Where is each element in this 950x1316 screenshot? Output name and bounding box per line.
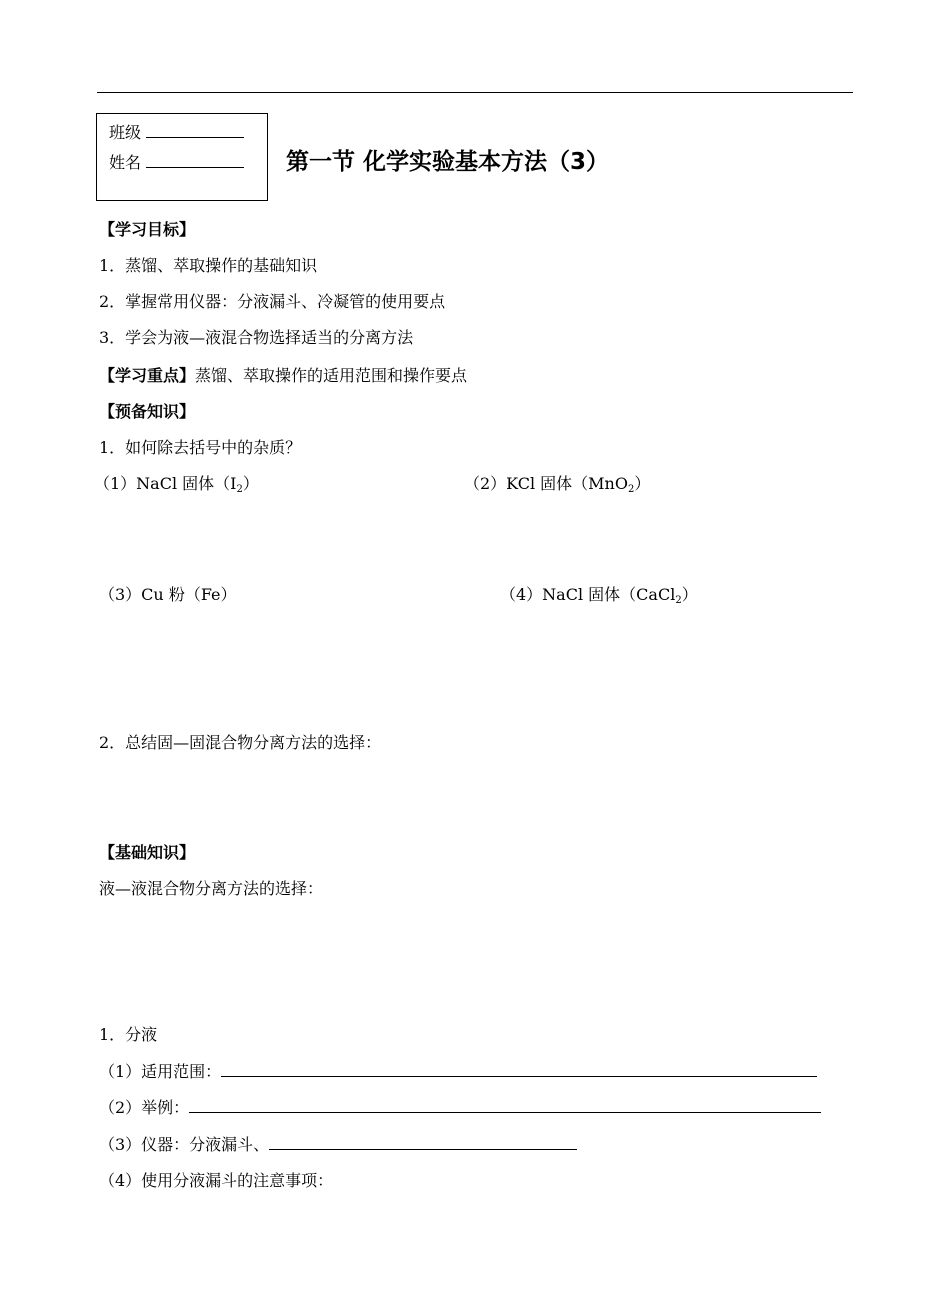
prep-question-1-3: （3）Cu 粉（Fe） xyxy=(99,585,237,604)
prep-question-1-1: （1）NaCl 固体$(I_2)$ xyxy=(94,474,259,495)
objective-item-2: 2．掌握常用仪器：分液漏斗、冷凝管的使用要点 xyxy=(99,292,446,311)
prep-question-1-2: （2）KCl 固体（MnO$_2$） xyxy=(464,474,651,495)
basics-heading: 【基础知识】 xyxy=(99,843,196,862)
key-points-text: 蒸馏、萃取操作的适用范围和操作要点 xyxy=(195,366,468,385)
class-blank[interactable] xyxy=(146,123,244,138)
basics-intro: 液—液混合物分离方法的选择： xyxy=(99,879,324,898)
name-label: 姓名 xyxy=(109,153,142,172)
prep-question-2: 2．总结固—固混合物分离方法的选择： xyxy=(99,733,382,752)
class-label: 班级 xyxy=(109,123,142,142)
section-1-item-2: （2）举例： xyxy=(99,1095,821,1118)
key-points xyxy=(99,363,467,386)
scope-blank[interactable] xyxy=(221,1062,817,1077)
objective-item-3: 3．学会为液—液混合物选择适当的分离方法 xyxy=(99,328,414,347)
key-points-heading: 【学习重点】 xyxy=(99,366,196,385)
section-1-item-3: （3）仪器：分液漏斗、 xyxy=(99,1132,577,1155)
objectives-heading: 【学习目标】 xyxy=(99,220,196,239)
section-1-title: 1．分液 xyxy=(99,1025,158,1044)
objective-item-1: 1．蒸馏、萃取操作的基础知识 xyxy=(99,256,318,275)
name-field xyxy=(109,150,244,173)
page-title: 第一节 化学实验基本方法（3） xyxy=(286,149,610,175)
prep-question-1: 1．如何除去括号中的杂质？ xyxy=(99,438,302,457)
example-blank[interactable] xyxy=(189,1098,821,1113)
header-rule xyxy=(97,92,853,93)
section-1-item-1: （1）适用范围： xyxy=(99,1059,817,1082)
student-info-box xyxy=(96,113,268,201)
instrument-blank[interactable] xyxy=(269,1135,577,1150)
prep-heading: 【预备知识】 xyxy=(99,402,196,421)
prep-question-1-4: （4）NaCl 固体（CaCl$_2$） xyxy=(500,585,698,606)
section-1-item-4: （4）使用分液漏斗的注意事项： xyxy=(99,1171,334,1190)
name-blank[interactable] xyxy=(146,153,244,168)
class-field xyxy=(109,120,244,143)
